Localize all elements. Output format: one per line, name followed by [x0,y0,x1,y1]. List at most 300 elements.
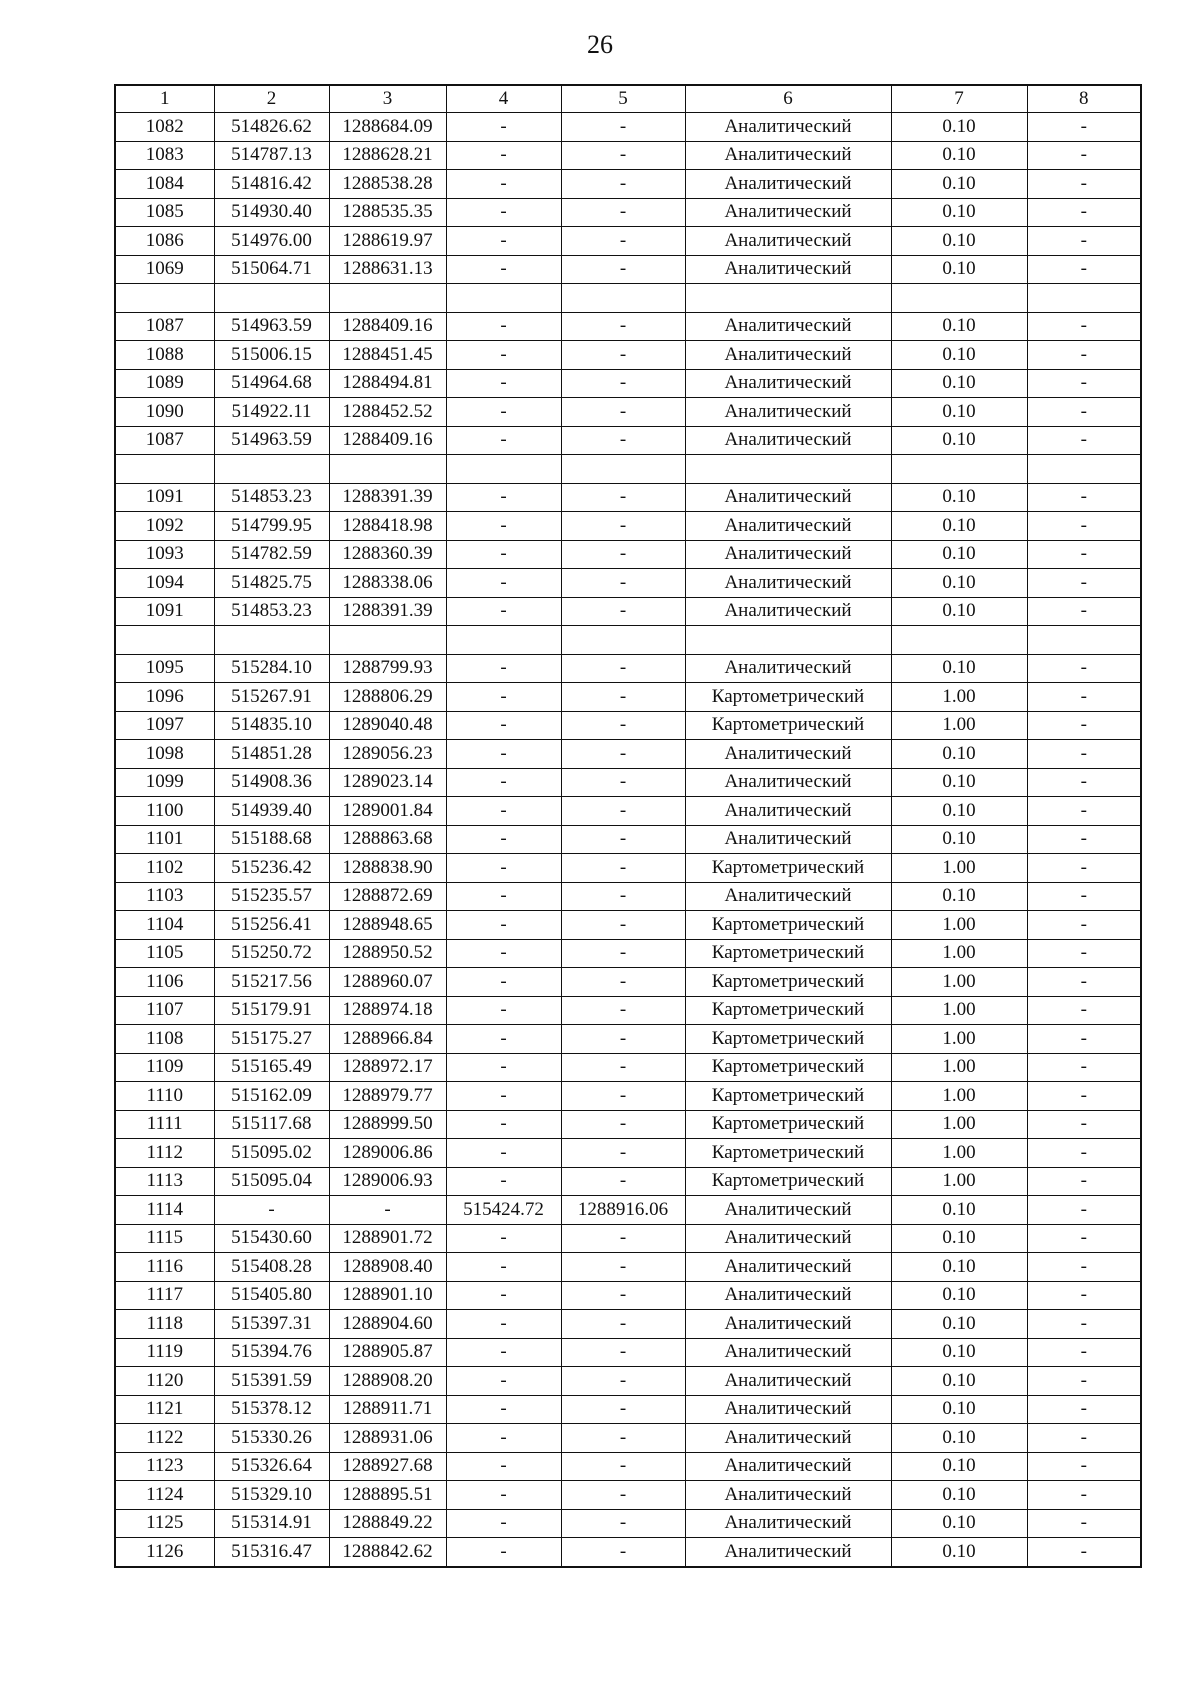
cell-note: - [1027,255,1141,284]
cell-y-coordinate: 1288905.87 [329,1338,446,1367]
cell-point-number: 1106 [115,968,214,997]
cell-point-number: 1090 [115,398,214,427]
cell-x-coordinate-new: - [446,170,561,199]
cell-y-coordinate: 1288799.93 [329,654,446,683]
cell-method: Аналитический [685,1367,891,1396]
cell-y-coordinate [329,284,446,313]
cell-y-coordinate-new: - [561,1452,685,1481]
cell-y-coordinate-new: - [561,369,685,398]
cell-point-number: 1119 [115,1338,214,1367]
cell-x-coordinate: 515394.76 [214,1338,329,1367]
cell-x-coordinate-new: - [446,740,561,769]
cell-note: - [1027,227,1141,256]
table-row [115,1224,1141,1253]
cell-accuracy: 0.10 [891,825,1027,854]
cell-point-number: 1098 [115,740,214,769]
cell-x-coordinate: 514976.00 [214,227,329,256]
cell-point-number [115,626,214,655]
table-row [115,1253,1141,1282]
table-row [115,426,1141,455]
cell-note: - [1027,939,1141,968]
table-row [115,597,1141,626]
coordinates-table [114,84,1142,1568]
cell-x-coordinate: - [214,1196,329,1225]
cell-x-coordinate-new: - [446,1025,561,1054]
cell-y-coordinate: 1288628.21 [329,141,446,170]
cell-x-coordinate-new: - [446,1395,561,1424]
cell-y-coordinate: 1288538.28 [329,170,446,199]
cell-x-coordinate-new: - [446,113,561,142]
cell-y-coordinate-new: - [561,1509,685,1538]
cell-y-coordinate-new: - [561,1224,685,1253]
cell-y-coordinate: 1288418.98 [329,512,446,541]
cell-point-number: 1124 [115,1481,214,1510]
cell-y-coordinate: 1288966.84 [329,1025,446,1054]
cell-x-coordinate: 515165.49 [214,1053,329,1082]
cell-note [1027,455,1141,484]
cell-x-coordinate: 514963.59 [214,426,329,455]
cell-y-coordinate: 1288451.45 [329,341,446,370]
cell-note: - [1027,711,1141,740]
cell-x-coordinate-new: - [446,398,561,427]
cell-note: - [1027,341,1141,370]
cell-accuracy: 1.00 [891,911,1027,940]
cell-method: Аналитический [685,341,891,370]
cell-y-coordinate-new: - [561,740,685,769]
table-row [115,1367,1141,1396]
cell-point-number: 1103 [115,882,214,911]
cell-x-coordinate: 514825.75 [214,569,329,598]
cell-accuracy: 0.10 [891,1338,1027,1367]
cell-point-number: 1093 [115,540,214,569]
cell-point-number: 1097 [115,711,214,740]
cell-accuracy: 1.00 [891,1082,1027,1111]
cell-accuracy: 0.10 [891,483,1027,512]
cell-y-coordinate-new: - [561,968,685,997]
cell-note: - [1027,1224,1141,1253]
cell-note: - [1027,369,1141,398]
table-row [115,1481,1141,1510]
cell-x-coordinate: 514851.28 [214,740,329,769]
cell-y-coordinate: 1288863.68 [329,825,446,854]
table-header-row [115,85,1141,113]
cell-accuracy: 0.10 [891,398,1027,427]
table-row [115,996,1141,1025]
cell-point-number: 1118 [115,1310,214,1339]
cell-y-coordinate-new: - [561,654,685,683]
cell-y-coordinate: 1288904.60 [329,1310,446,1339]
table-row [115,255,1141,284]
cell-point-number: 1089 [115,369,214,398]
cell-y-coordinate: 1289001.84 [329,797,446,826]
cell-y-coordinate: 1288631.13 [329,255,446,284]
column-header-6: 6 [685,85,891,113]
table-row [115,882,1141,911]
cell-y-coordinate: 1289006.86 [329,1139,446,1168]
cell-note: - [1027,740,1141,769]
cell-x-coordinate-new: - [446,312,561,341]
cell-accuracy: 1.00 [891,1167,1027,1196]
cell-y-coordinate: 1289023.14 [329,768,446,797]
cell-accuracy: 0.10 [891,740,1027,769]
cell-y-coordinate: 1288974.18 [329,996,446,1025]
cell-point-number: 1109 [115,1053,214,1082]
cell-y-coordinate: 1288908.20 [329,1367,446,1396]
cell-point-number: 1099 [115,768,214,797]
cell-x-coordinate-new: - [446,1424,561,1453]
cell-x-coordinate-new: - [446,369,561,398]
cell-method: Аналитический [685,141,891,170]
cell-y-coordinate-new: - [561,227,685,256]
cell-accuracy: 0.10 [891,1509,1027,1538]
cell-method: Аналитический [685,1538,891,1567]
cell-y-coordinate-new: - [561,711,685,740]
cell-x-coordinate: 515329.10 [214,1481,329,1510]
cell-x-coordinate: 514964.68 [214,369,329,398]
cell-x-coordinate-new: - [446,1452,561,1481]
cell-accuracy: 0.10 [891,654,1027,683]
cell-note: - [1027,1253,1141,1282]
cell-accuracy: 0.10 [891,1224,1027,1253]
cell-note: - [1027,113,1141,142]
cell-method: Аналитический [685,1281,891,1310]
cell-accuracy: 0.10 [891,1452,1027,1481]
cell-x-coordinate-new: - [446,255,561,284]
cell-x-coordinate-new: - [446,597,561,626]
cell-y-coordinate: 1288838.90 [329,854,446,883]
cell-accuracy: 0.10 [891,1196,1027,1225]
cell-y-coordinate-new: - [561,483,685,512]
cell-x-coordinate: 515217.56 [214,968,329,997]
cell-x-coordinate: 515284.10 [214,654,329,683]
table-row [115,1538,1141,1567]
cell-y-coordinate-new [561,284,685,313]
cell-accuracy: 0.10 [891,768,1027,797]
column-header-1: 1 [115,85,214,113]
table-row [115,1509,1141,1538]
cell-y-coordinate-new: - [561,141,685,170]
cell-accuracy: 0.10 [891,540,1027,569]
cell-x-coordinate-new: - [446,569,561,598]
cell-x-coordinate: 514816.42 [214,170,329,199]
cell-accuracy: 1.00 [891,1139,1027,1168]
table-row [115,1053,1141,1082]
cell-note: - [1027,512,1141,541]
cell-y-coordinate-new: - [561,683,685,712]
cell-accuracy: 0.10 [891,113,1027,142]
cell-method: Картометрический [685,683,891,712]
cell-accuracy: 0.10 [891,426,1027,455]
table-row [115,1110,1141,1139]
cell-y-coordinate-new: - [561,198,685,227]
cell-method: Аналитический [685,113,891,142]
cell-method: Аналитический [685,768,891,797]
cell-note: - [1027,1452,1141,1481]
cell-point-number: 1107 [115,996,214,1025]
cell-note: - [1027,1367,1141,1396]
cell-method: Аналитический [685,369,891,398]
cell-x-coordinate: 515095.02 [214,1139,329,1168]
cell-note: - [1027,797,1141,826]
cell-x-coordinate-new: - [446,1481,561,1510]
cell-y-coordinate-new: - [561,1167,685,1196]
cell-note: - [1027,312,1141,341]
cell-point-number: 1121 [115,1395,214,1424]
cell-method: Картометрический [685,1082,891,1111]
cell-y-coordinate-new: - [561,1253,685,1282]
cell-y-coordinate: 1288409.16 [329,312,446,341]
table-row [115,854,1141,883]
cell-note: - [1027,540,1141,569]
cell-accuracy: 1.00 [891,854,1027,883]
cell-accuracy: 0.10 [891,1424,1027,1453]
cell-x-coordinate: 515408.28 [214,1253,329,1282]
cell-note: - [1027,1338,1141,1367]
cell-y-coordinate-new: - [561,1053,685,1082]
cell-y-coordinate: 1288391.39 [329,483,446,512]
cell-x-coordinate: 515117.68 [214,1110,329,1139]
cell-y-coordinate: 1288842.62 [329,1538,446,1567]
cell-y-coordinate: 1288849.22 [329,1509,446,1538]
cell-point-number: 1100 [115,797,214,826]
cell-method: Картометрический [685,1167,891,1196]
cell-note: - [1027,569,1141,598]
table-row [115,1082,1141,1111]
cell-y-coordinate: 1288806.29 [329,683,446,712]
cell-note: - [1027,968,1141,997]
table-row [115,113,1141,142]
cell-y-coordinate-new: - [561,312,685,341]
cell-x-coordinate-new: - [446,1082,561,1111]
cell-point-number: 1112 [115,1139,214,1168]
cell-method: Картометрический [685,1139,891,1168]
cell-point-number: 1085 [115,198,214,227]
page-number: 26 [587,30,613,59]
cell-x-coordinate: 515326.64 [214,1452,329,1481]
cell-x-coordinate: 515391.59 [214,1367,329,1396]
cell-accuracy: 0.10 [891,170,1027,199]
cell-point-number: 1115 [115,1224,214,1253]
cell-point-number [115,455,214,484]
cell-accuracy: 0.10 [891,312,1027,341]
cell-x-coordinate-new: - [446,654,561,683]
cell-x-coordinate-new: - [446,512,561,541]
cell-point-number: 1095 [115,654,214,683]
cell-method: Аналитический [685,1395,891,1424]
cell-note: - [1027,1139,1141,1168]
cell-point-number: 1122 [115,1424,214,1453]
cell-method: Картометрический [685,968,891,997]
cell-note: - [1027,483,1141,512]
cell-x-coordinate: 515314.91 [214,1509,329,1538]
cell-point-number: 1101 [115,825,214,854]
cell-method: Аналитический [685,227,891,256]
cell-x-coordinate: 515405.80 [214,1281,329,1310]
cell-y-coordinate-new: - [561,911,685,940]
cell-x-coordinate: 514826.62 [214,113,329,142]
cell-point-number: 1088 [115,341,214,370]
cell-x-coordinate-new [446,284,561,313]
cell-point-number: 1114 [115,1196,214,1225]
cell-x-coordinate: 514963.59 [214,312,329,341]
cell-point-number: 1125 [115,1509,214,1538]
column-header-7: 7 [891,85,1027,113]
table-row [115,569,1141,598]
cell-y-coordinate-new: - [561,1310,685,1339]
cell-x-coordinate-new: - [446,825,561,854]
cell-y-coordinate-new: - [561,398,685,427]
cell-x-coordinate: 514908.36 [214,768,329,797]
cell-x-coordinate-new: - [446,341,561,370]
cell-y-coordinate: 1288950.52 [329,939,446,968]
cell-point-number: 1096 [115,683,214,712]
cell-y-coordinate: 1288901.72 [329,1224,446,1253]
cell-note: - [1027,768,1141,797]
table-row [115,284,1141,313]
cell-y-coordinate-new: - [561,825,685,854]
cell-accuracy: 0.10 [891,255,1027,284]
cell-note: - [1027,854,1141,883]
cell-y-coordinate-new: - [561,1367,685,1396]
cell-note: - [1027,1025,1141,1054]
cell-accuracy [891,284,1027,313]
cell-method: Аналитический [685,654,891,683]
cell-method: Аналитический [685,1253,891,1282]
column-header-5: 5 [561,85,685,113]
cell-method: Аналитический [685,170,891,199]
table-row [115,198,1141,227]
cell-x-coordinate: 515236.42 [214,854,329,883]
cell-x-coordinate: 514922.11 [214,398,329,427]
cell-accuracy: 0.10 [891,1253,1027,1282]
cell-x-coordinate: 514939.40 [214,797,329,826]
cell-x-coordinate-new: - [446,683,561,712]
cell-y-coordinate-new: - [561,512,685,541]
cell-y-coordinate-new: - [561,255,685,284]
cell-accuracy: 0.10 [891,227,1027,256]
cell-method: Аналитический [685,512,891,541]
cell-note: - [1027,1424,1141,1453]
cell-point-number [115,284,214,313]
cell-x-coordinate: 515316.47 [214,1538,329,1567]
cell-y-coordinate: 1288927.68 [329,1452,446,1481]
cell-point-number: 1105 [115,939,214,968]
cell-x-coordinate: 514853.23 [214,483,329,512]
table-row [115,683,1141,712]
cell-method: Аналитический [685,1310,891,1339]
cell-accuracy: 1.00 [891,996,1027,1025]
table-row [115,170,1141,199]
cell-point-number: 1092 [115,512,214,541]
cell-y-coordinate-new [561,626,685,655]
cell-y-coordinate: 1288409.16 [329,426,446,455]
cell-x-coordinate-new: - [446,1167,561,1196]
cell-method: Картометрический [685,1053,891,1082]
cell-y-coordinate-new: - [561,540,685,569]
cell-y-coordinate-new: - [561,1481,685,1510]
cell-method: Картометрический [685,854,891,883]
table-row [115,968,1141,997]
cell-note: - [1027,1481,1141,1510]
cell-y-coordinate: 1288901.10 [329,1281,446,1310]
cell-x-coordinate-new: - [446,1509,561,1538]
cell-note [1027,284,1141,313]
cell-method: Аналитический [685,398,891,427]
cell-accuracy: 0.10 [891,882,1027,911]
cell-x-coordinate-new [446,626,561,655]
cell-y-coordinate: - [329,1196,446,1225]
table-row [115,1281,1141,1310]
cell-method: Картометрический [685,939,891,968]
cell-x-coordinate: 515179.91 [214,996,329,1025]
cell-y-coordinate: 1288338.06 [329,569,446,598]
cell-point-number: 1111 [115,1110,214,1139]
cell-note: - [1027,1110,1141,1139]
cell-point-number: 1082 [115,113,214,142]
cell-accuracy: 0.10 [891,341,1027,370]
cell-note: - [1027,825,1141,854]
table-row [115,825,1141,854]
cell-method: Аналитический [685,597,891,626]
cell-x-coordinate: 515095.04 [214,1167,329,1196]
cell-note: - [1027,1509,1141,1538]
cell-accuracy [891,455,1027,484]
cell-y-coordinate: 1289056.23 [329,740,446,769]
cell-method: Аналитический [685,1224,891,1253]
table-row [115,369,1141,398]
table-row [115,455,1141,484]
table-row [115,312,1141,341]
table-row [115,483,1141,512]
table-row [115,398,1141,427]
cell-x-coordinate-new: - [446,1367,561,1396]
cell-x-coordinate [214,284,329,313]
cell-note: - [1027,1281,1141,1310]
cell-y-coordinate-new [561,455,685,484]
cell-point-number: 1087 [115,312,214,341]
cell-y-coordinate: 1288931.06 [329,1424,446,1453]
cell-method: Аналитический [685,740,891,769]
cell-point-number: 1091 [115,483,214,512]
cell-y-coordinate: 1288948.65 [329,911,446,940]
cell-method: Картометрический [685,911,891,940]
cell-x-coordinate-new: - [446,141,561,170]
cell-accuracy: 0.10 [891,1310,1027,1339]
cell-x-coordinate: 515378.12 [214,1395,329,1424]
cell-accuracy: 1.00 [891,683,1027,712]
cell-y-coordinate: 1288960.07 [329,968,446,997]
cell-x-coordinate-new: - [446,711,561,740]
cell-x-coordinate [214,455,329,484]
cell-accuracy: 1.00 [891,968,1027,997]
cell-method: Аналитический [685,882,891,911]
cell-x-coordinate-new: - [446,996,561,1025]
cell-note: - [1027,141,1141,170]
cell-y-coordinate: 1288494.81 [329,369,446,398]
cell-note: - [1027,1053,1141,1082]
cell-method: Аналитический [685,255,891,284]
table-row [115,626,1141,655]
cell-y-coordinate-new: - [561,426,685,455]
cell-x-coordinate: 515235.57 [214,882,329,911]
table-row [115,1338,1141,1367]
table-row [115,341,1141,370]
cell-x-coordinate-new: - [446,882,561,911]
cell-point-number: 1084 [115,170,214,199]
cell-point-number: 1116 [115,1253,214,1282]
table-row [115,768,1141,797]
cell-x-coordinate-new: - [446,797,561,826]
